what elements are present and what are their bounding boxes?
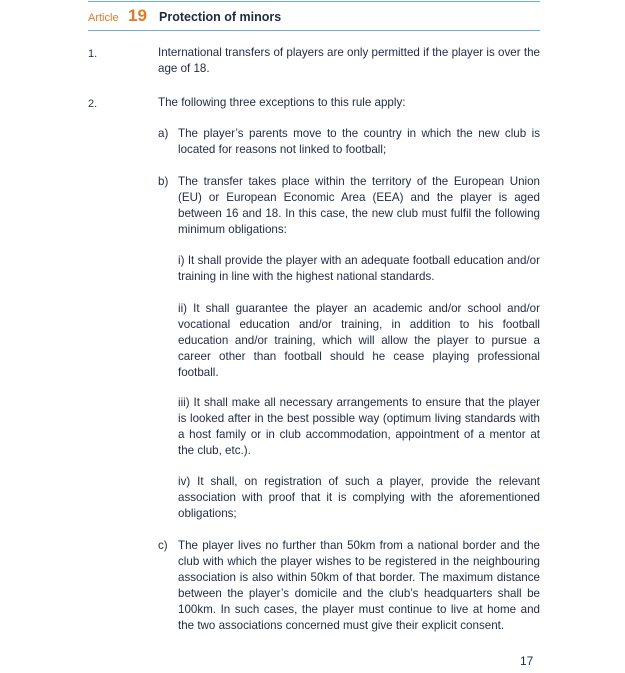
- paragraph-number-2: 2.: [88, 98, 98, 110]
- obligation-iv: iv) It shall, on registration of such a player, provide the relevant association with proof that it is complying with the aforementioned obligations;: [178, 475, 540, 520]
- obligation-iii: iii) It shall make all necessary arrangements to ensure that the player is looked after in the best possible way (optimum living standards with a host family or in club accommodation, appointment of a mentor at the club, etc.).: [178, 396, 540, 457]
- page-number: 17: [520, 654, 534, 668]
- paragraph-1-text: International transfers of players are only permitted if the player is over the age of 18.: [158, 46, 540, 75]
- article-header: [88, 6, 281, 28]
- article-label: Article: [88, 12, 119, 24]
- obligation-ii: ii) It shall guarantee the player an academic and/or school and/or vocational education and/or training, in addition to his football education and/or training, which will allow the player to pursue a career other than football should he cease playing professional football.: [178, 302, 540, 379]
- paragraph-2-text: The following three exceptions to this rule apply:: [158, 96, 406, 109]
- exception-b-text: The transfer takes place within the territory of the European Union (EU) or European Economic Area (EEA) and the player is aged between 16 and 18. In this case, the new club must fulfil the following minimum obligations:: [178, 175, 540, 236]
- article-title: Protection of minors: [159, 10, 282, 24]
- article-number: 19: [128, 6, 147, 25]
- obligation-i: i) It shall provide the player with an adequate football education and/or training in line with the highest national standards.: [178, 254, 540, 283]
- exception-c-text: The player lives no further than 50km from a national border and the club with which the player wishes to be registered in the neighbouring association is also within 50km of that border. The maximum distance between the player’s domicile and the club’s headquarters shall be 100km. In such cases, the player must continue to live at home and the two associations concerned must give their explicit consent.: [178, 539, 540, 632]
- top-rule: [88, 1, 540, 2]
- paragraph-number-1: 1.: [88, 48, 98, 60]
- exception-b-label: b): [158, 175, 169, 188]
- exception-a-label: a): [158, 127, 169, 140]
- exception-c-label: c): [158, 539, 168, 552]
- exception-a-text: The player’s parents move to the country in which the new club is located for reasons not linked to football;: [178, 127, 540, 156]
- header-rule: [88, 30, 540, 31]
